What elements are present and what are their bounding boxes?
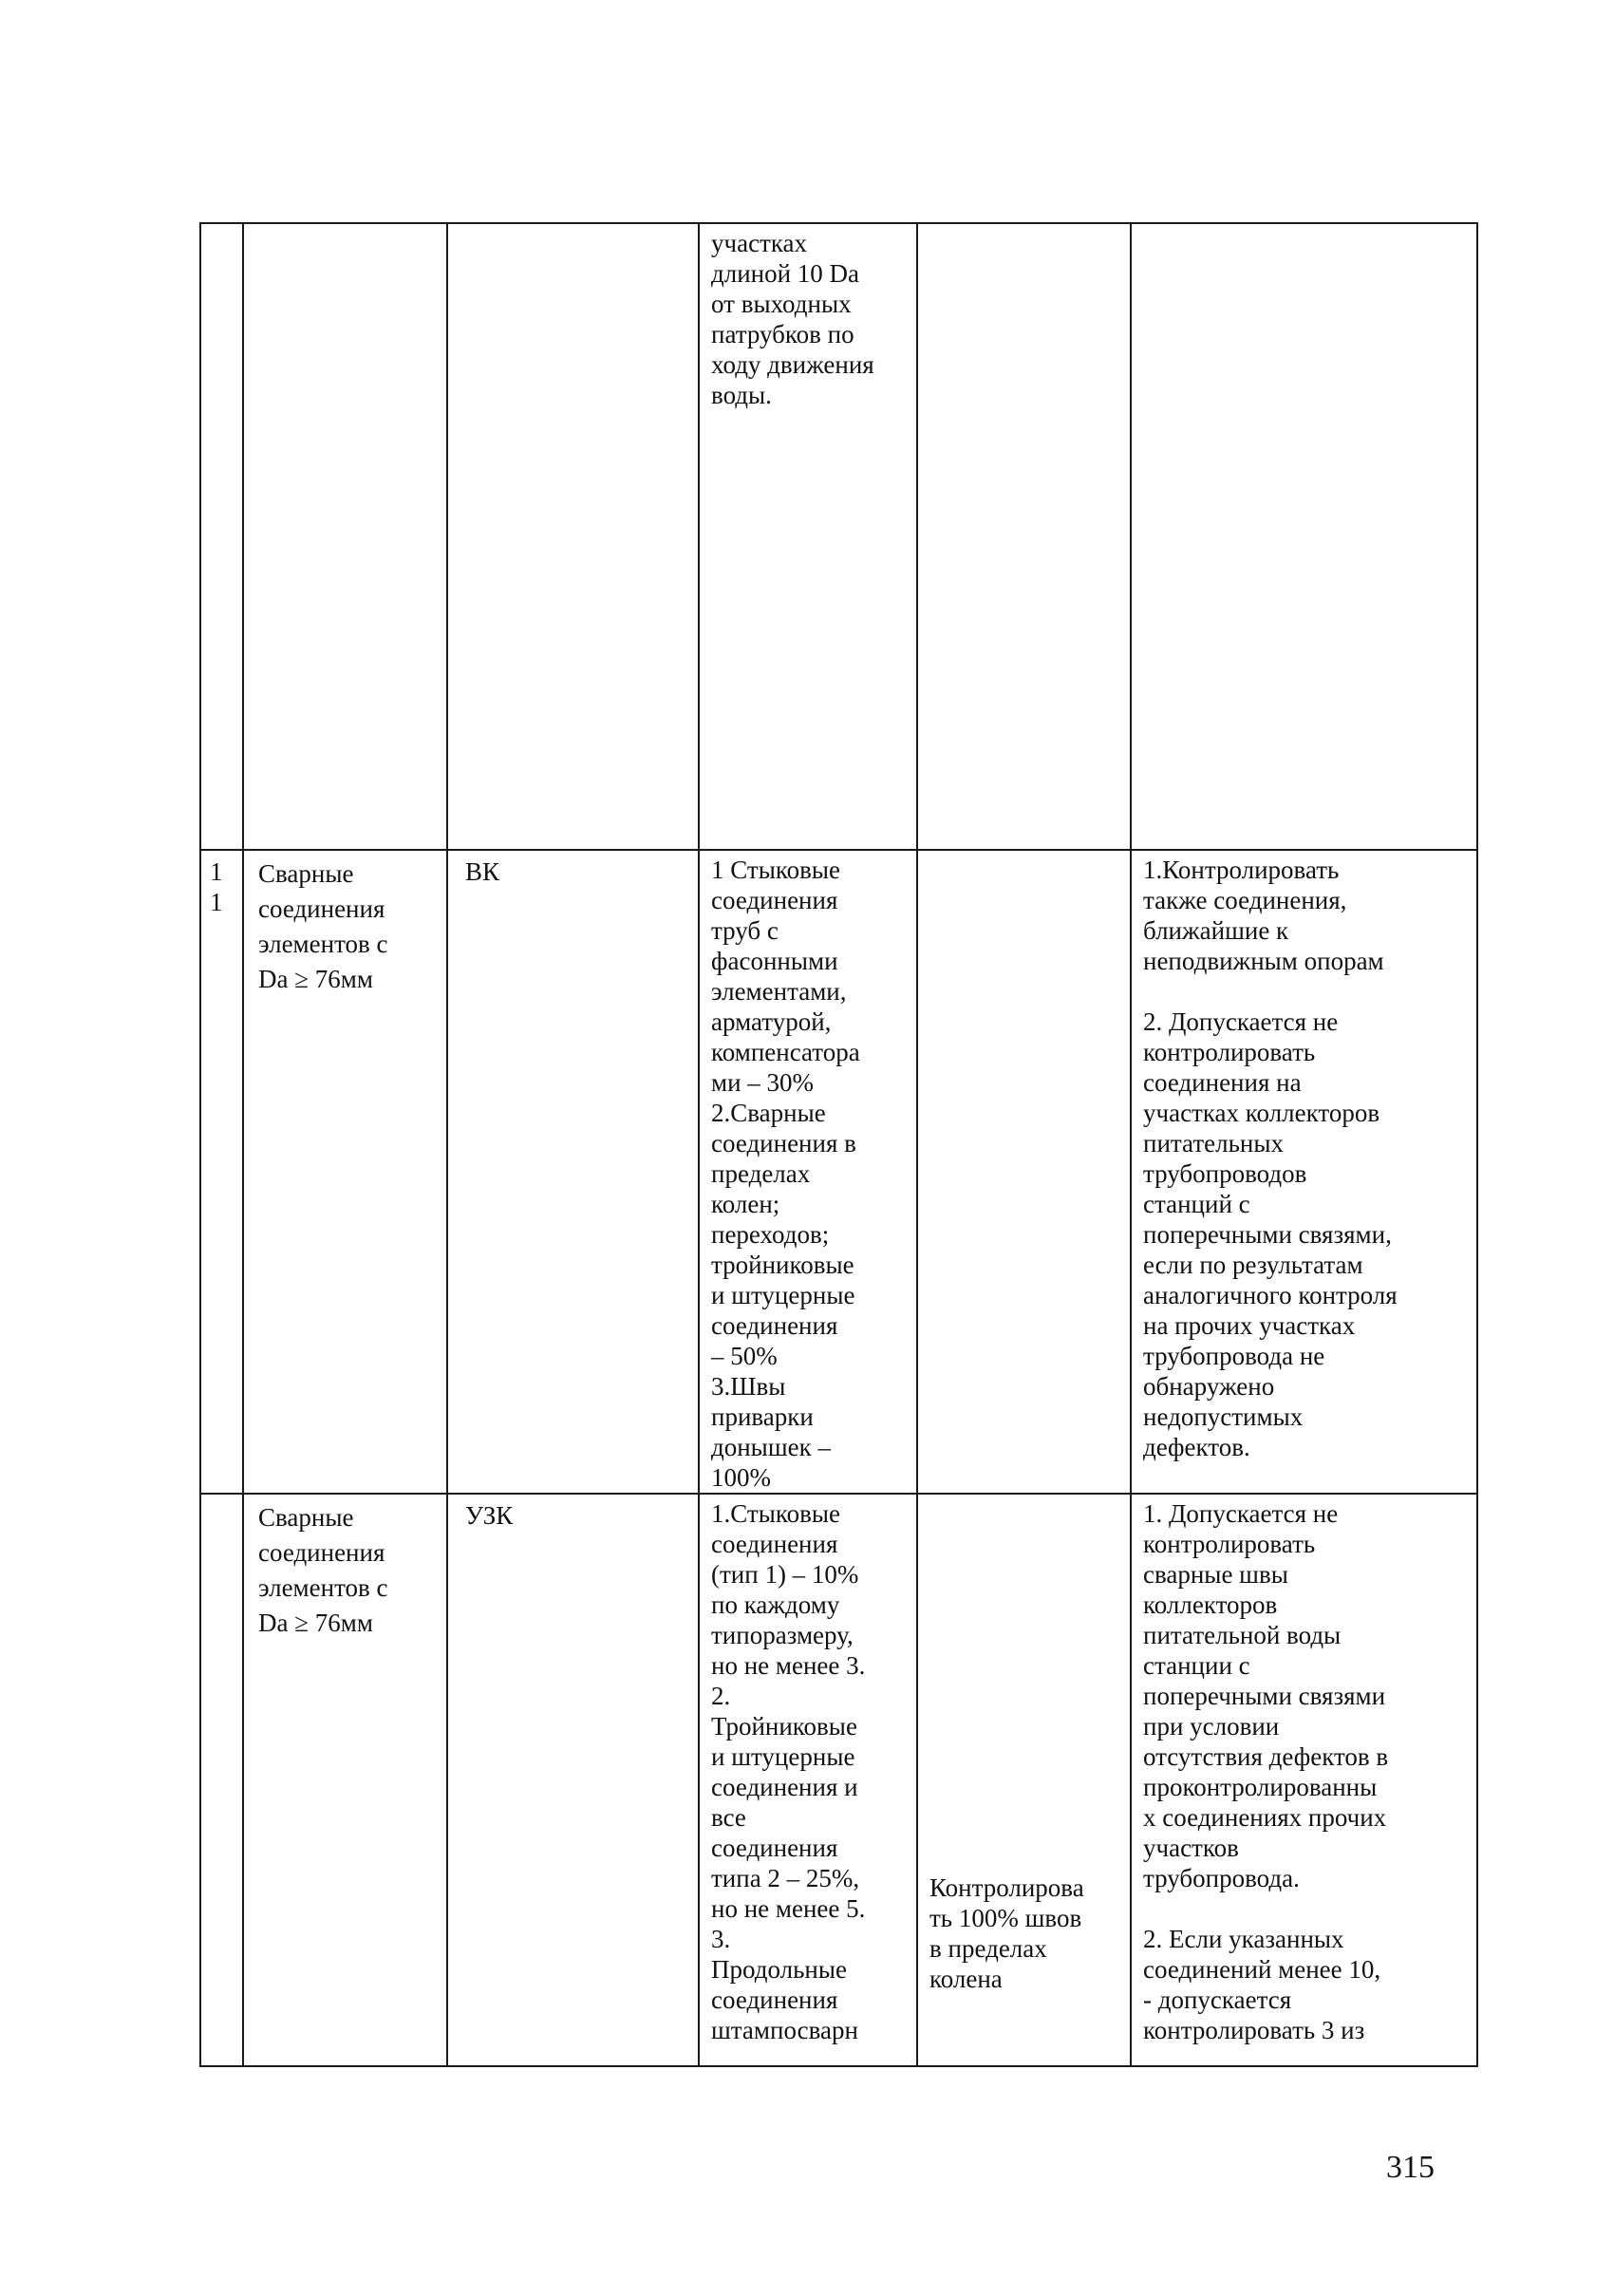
note-line: 1. Допускается не	[1143, 1499, 1339, 1528]
scope-line: участках	[711, 229, 808, 257]
control-method-label: ВК	[465, 857, 500, 886]
note-line: проконтролированны	[1143, 1773, 1378, 1801]
scope-line: Тройниковые	[711, 1712, 857, 1741]
scope-line: элементами,	[711, 977, 847, 1006]
row-number-digit: 1	[210, 857, 223, 886]
note-line: х соединениях прочих	[1143, 1803, 1387, 1832]
note-line: отсутствия дефектов в	[1143, 1742, 1389, 1771]
scope-line: и штуцерные	[711, 1281, 855, 1309]
scope-line: колен;	[711, 1190, 780, 1218]
scope-line: 2.Сварные	[711, 1099, 826, 1127]
table-row	[200, 1494, 1477, 2066]
note-line: сварные швы	[1143, 1560, 1288, 1589]
element-name-line: элементов с	[258, 930, 388, 958]
note-line: также соединения,	[1143, 886, 1347, 914]
note-line: станции с	[1143, 1651, 1250, 1680]
row-number-cell	[200, 1494, 243, 2066]
scope-line: 3.Швы	[711, 1372, 786, 1401]
notes-cell	[1131, 850, 1477, 1494]
scope-line: и штуцерные	[711, 1742, 855, 1771]
scope-line: соединения	[711, 886, 838, 914]
scope-line: арматурой,	[711, 1007, 832, 1036]
scope-line: (тип 1) – 10%	[711, 1560, 859, 1589]
note-line: 2. Если указанных	[1143, 1925, 1344, 1953]
scope-line: ми – 30%	[711, 1068, 815, 1097]
note-line: трубопровода.	[1143, 1864, 1300, 1892]
extra-line: ть 100% швов	[929, 1904, 1082, 1932]
element-name-line: Da ≥ 76мм	[258, 965, 373, 993]
scope-line: соединения	[711, 1834, 838, 1862]
scope-line: тройниковые	[711, 1251, 854, 1279]
scope-line: патрубков по	[711, 320, 854, 348]
note-line: участков	[1143, 1834, 1239, 1862]
note-line: на прочих участках	[1143, 1311, 1356, 1340]
extra-line: в пределах	[929, 1934, 1047, 1963]
cell-spacer	[929, 1498, 1122, 1873]
scope-line: компенсатора	[711, 1038, 860, 1066]
note-line: при условии	[1143, 1712, 1280, 1741]
note-line: поперечными связями	[1143, 1682, 1386, 1710]
element-name-line: Сварные	[258, 859, 354, 888]
control-method-cell	[447, 1494, 699, 2066]
note-line: трубопроводов	[1143, 1159, 1307, 1188]
note-line: соединения на	[1143, 1068, 1302, 1097]
note-line: - допускается	[1143, 1985, 1292, 2014]
scope-line: соединения и	[711, 1773, 858, 1801]
note-line: трубопровода не	[1143, 1342, 1325, 1370]
row-number-cell	[200, 850, 243, 1494]
element-name-cell	[243, 223, 447, 850]
note-line: 1.Контролировать	[1143, 856, 1340, 884]
additional-control-cell	[917, 1494, 1131, 2066]
note-line: контролировать	[1143, 1530, 1316, 1558]
note-line: неподвижным опорам	[1143, 947, 1384, 975]
note-line: соединений менее 10,	[1143, 1955, 1381, 1984]
note-gap	[1143, 1893, 1469, 1924]
scope-line: ходу движения	[711, 350, 874, 379]
control-scope-cell	[699, 850, 917, 1494]
element-name-line: Сварные	[258, 1503, 354, 1532]
scope-line: 1 Стыковые	[711, 856, 840, 884]
element-name-cell	[243, 850, 447, 1494]
scope-line: пределах	[711, 1159, 811, 1188]
scope-line: типоразмеру,	[711, 1621, 854, 1649]
control-method-cell	[447, 223, 699, 850]
control-scope-cell	[699, 1494, 917, 2066]
scope-line: труб с	[711, 916, 779, 945]
note-line: питательной воды	[1143, 1621, 1342, 1649]
scope-line: длиной 10 Da	[711, 259, 860, 288]
note-line: контролировать	[1143, 1038, 1316, 1066]
note-line: участках коллекторов	[1143, 1099, 1380, 1127]
control-method-cell	[447, 850, 699, 1494]
notes-cell	[1131, 1494, 1477, 2066]
scope-line: соединения	[711, 1311, 838, 1340]
scope-line: штампосварн	[711, 2016, 858, 2044]
note-line: коллекторов	[1143, 1590, 1278, 1619]
scope-line: но не менее 3.	[711, 1651, 866, 1680]
additional-control-cell	[917, 850, 1131, 1494]
notes-cell	[1131, 223, 1477, 850]
extra-line: Контролирова	[929, 1873, 1084, 1902]
scope-line: по каждому	[711, 1590, 840, 1619]
scope-line: – 50%	[711, 1342, 778, 1370]
element-name-cell	[243, 1494, 447, 2066]
element-name-line: элементов с	[258, 1573, 388, 1602]
element-name-line: соединения	[258, 894, 385, 923]
note-line: ближайшие к	[1143, 916, 1289, 945]
note-line: питательных	[1143, 1129, 1284, 1157]
scope-line: донышек –	[711, 1433, 831, 1461]
page-number: 315	[1386, 2150, 1435, 2185]
scope-line: 3.	[711, 1925, 731, 1953]
element-name-line: Da ≥ 76мм	[258, 1609, 373, 1637]
scope-line: соединения в	[711, 1129, 856, 1157]
table-row	[200, 850, 1477, 1494]
scope-line: переходов;	[711, 1220, 830, 1249]
scope-line: соединения	[711, 1985, 838, 2014]
inspection-table	[199, 222, 1478, 2067]
scope-line: но не менее 5.	[711, 1894, 866, 1923]
note-line: контролировать 3 из	[1143, 2016, 1365, 2044]
scope-line: Продольные	[711, 1955, 847, 1984]
control-method-label: УЗК	[465, 1501, 514, 1530]
scope-line: типа 2 – 25%,	[711, 1864, 860, 1892]
note-line: дефектов.	[1143, 1433, 1250, 1461]
row-number-cell	[200, 223, 243, 850]
scope-line: фасонными	[711, 947, 838, 975]
note-line: станций с	[1143, 1190, 1250, 1218]
row-number-digit: 1	[210, 888, 223, 916]
extra-line: колена	[929, 1965, 1003, 1993]
note-line: недопустимых	[1143, 1402, 1304, 1431]
scope-line: 2.	[711, 1682, 731, 1710]
additional-control-cell	[917, 223, 1131, 850]
scope-line: соединения	[711, 1530, 838, 1558]
scope-line: приварки	[711, 1402, 814, 1431]
note-line: аналогичного контроля	[1143, 1281, 1398, 1309]
scope-line: от выходных	[711, 290, 852, 318]
note-line: если по результатам	[1143, 1251, 1363, 1279]
scope-line: воды.	[711, 381, 772, 409]
note-gap	[1143, 976, 1469, 1007]
table-row	[200, 223, 1477, 850]
note-line: поперечными связями,	[1143, 1220, 1392, 1249]
scope-line: 1.Стыковые	[711, 1499, 840, 1528]
note-line: обнаружено	[1143, 1372, 1275, 1401]
scope-line: 100%	[711, 1463, 771, 1492]
control-scope-cell	[699, 223, 917, 850]
element-name-line: соединения	[258, 1538, 385, 1567]
scope-line: все	[711, 1803, 746, 1832]
note-line: 2. Допускается не	[1143, 1007, 1339, 1036]
